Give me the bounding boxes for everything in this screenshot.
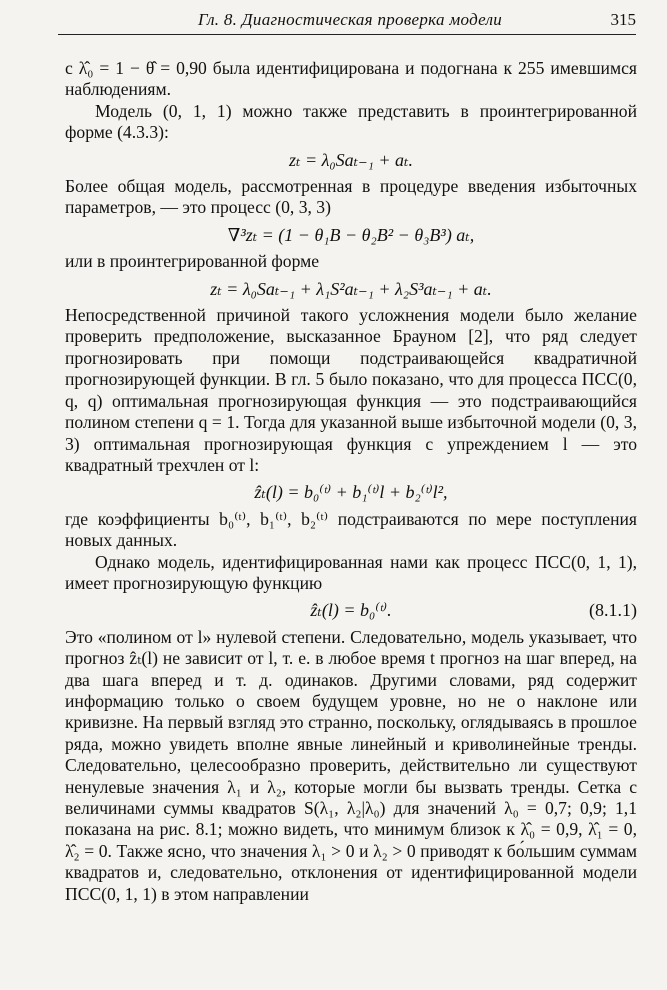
paragraph-8: Это «полином от l» нулевой степени. Следовательно, модель указывает, что прогноз ẑₜ(l) не зависит от l, т. е. в любое время t прогноз на шаг вперед, на два шага вперед и т. д. одинаков. Другими словами, ряд содержит информацию только о своем будущем уровне, но не о наклоне или кривизне. На первый взгляд это странно, поскольку, оглядываясь в прошлое ряда, можно увидеть вполне явные линейный и криволинейные тренды. Следовательно, целесообразно проверить, действительно ли существуют ненулевые значения λ₁ и λ₂, которые могли бы вызвать тренды. Сетка с величинами суммы квадратов S(λ₁, λ₂|λ₀) для значений λ₀ = 0,7; 0,9; 1,1 показана на рис. 8.1; можно видеть, что минимум близок к λ̂₀ = 0,9, λ̂₁ = 0, λ̂₂ = 0. Также ясно, что значения λ₁ > 0 и λ₂ > 0 приводят к бо́льшим суммам квадратов и, следовательно, отклонения от идентифицированной модели ПСС(0, 1, 1) в этом направлении: [65, 626, 637, 904]
equation-5: [65, 600, 637, 621]
equation-1: zₜ = λ₀Saₜ₋₁ + aₜ.: [289, 149, 413, 170]
running-header: [58, 8, 636, 35]
paragraph-4: или в проинтегрированной форме: [65, 251, 320, 272]
equation-5-formula: ẑₜ(l) = b₀⁽ᵗ⁾.: [310, 600, 392, 621]
page-body: [65, 58, 637, 905]
paragraph-6: где коэффициенты b₀⁽ᵗ⁾, b₁⁽ᵗ⁾, b₂⁽ᵗ⁾ подстраиваются по мере поступления новых данных.: [65, 508, 637, 551]
paragraph-2: Модель (0, 1, 1) можно также представить в проинтегрированной форме (4.3.3):: [65, 100, 637, 143]
page-number: 315: [610, 10, 636, 29]
chapter-title: Гл. 8. Диагностическая проверка модели: [198, 10, 503, 29]
paragraph-5: Непосредственной причиной такого усложнения модели было желание проверить предположение, высказанное Брауном [2], что ряд следует прогнозировать при помощи подстраивающейся квадратичной прогнозирующей функции. В гл. 5 было показано, что для процесса ПСС(0, q, q) оптимальная прогнозирующая функция — это подстраивающийся полином степени q = 1. Тогда для указанной выше избыточной модели (0, 3, 3) оптимальная прогнозирующая функция с упреждением l — это квадратный трехчлен от l:: [65, 305, 637, 475]
equation-2: ∇³zₜ = (1 − θ₁B − θ₂B² − θ₃B³) aₜ,: [227, 224, 475, 245]
equation-4: ẑₜ(l) = b₀⁽ᵗ⁾ + b₁⁽ᵗ⁾l + b₂⁽ᵗ⁾l²,: [254, 482, 448, 503]
paragraph-1: с λ̂₀ = 1 − θ̂ = 0,90 была идентифицирована и подогнана к 255 имевшимся наблюдениям.: [65, 58, 637, 100]
paragraph-7: Однако модель, идентифицированная нами как процесс ПСС(0, 1, 1), имеет прогнозирующую функцию: [65, 551, 637, 593]
equation-3: zₜ = λ₀Saₜ₋₁ + λ₁S²aₜ₋₁ + λ₂S³aₜ₋₁ + aₜ.: [210, 278, 492, 299]
equation-5-number: (8.1.1): [589, 600, 637, 621]
paragraph-3: Более общая модель, рассмотренная в процедуре введения избыточных параметров, — это процесс (0, 3, 3): [65, 176, 637, 218]
